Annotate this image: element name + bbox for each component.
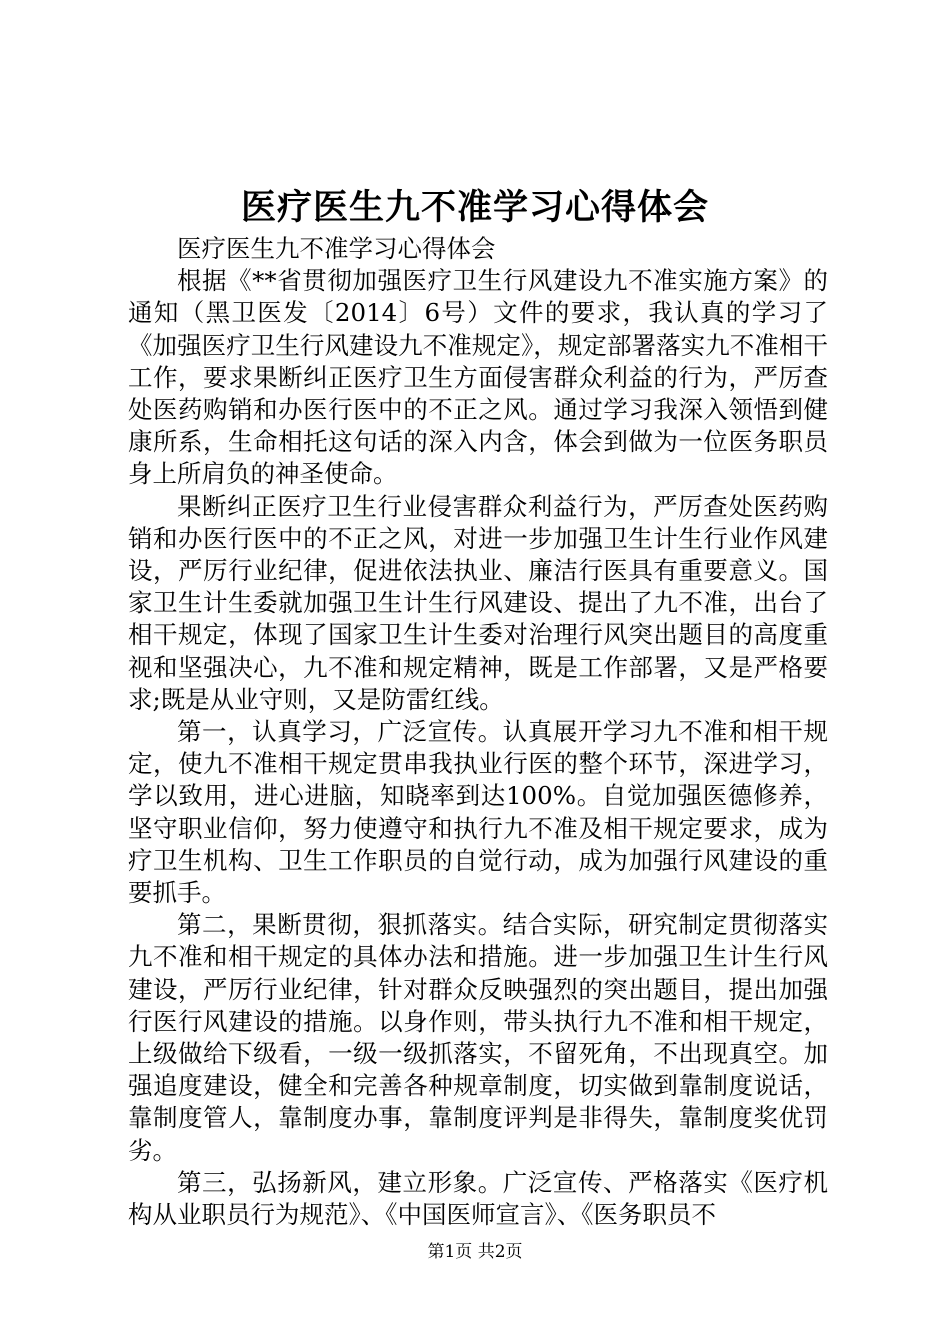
- page-number-footer: 第1页 共2页: [427, 1242, 523, 1262]
- paragraph-intro: 根据《**省贯彻加强医疗卫生行风建设九不准实施方案》的通知（黑卫医发〔2014〕6号）文件的要求，我认真的学习了《加强医疗卫生行风建设九不准规定》，规定部署落实九不准相干工作，要求果断纠正医疗卫生方面侵害群众利益的行为，严厉查处医药购销和办医行医中的不正之风。通过学习我深入领悟到健康所系，生命相托这句话的深入内含，体会到做为一位医务职员身上所肩负的神圣使命。: [128, 266, 828, 489]
- paragraph-significance: 果断纠正医疗卫生行业侵害群众利益行为，严厉查处医药购销和办医行医中的不正之风，对进一步加强卫生计生行业作风建设，严厉行业纪律，促进依法执业、廉洁行医具有重要意义。国家卫生计生委就加强卫生计生行风建设、提出了九不准，出台了相干规定，体现了国家卫生计生委对治理行风突出题目的高度重视和坚强决心，九不准和规定精神，既是工作部署，又是严格要求;既是从业守则，又是防雷红线。: [128, 491, 828, 714]
- paragraph-first-point: 第一，认真学习，广泛宣传。认真展开学习九不准和相干规定，使九不准相干规定贯串我执业行医的整个环节，深进学习，学以致用，进心进脑，知晓率到达100%。自觉加强医德修养，坚守职业信仰，努力使遵守和执行九不准及相干规定要求，成为疗卫生机构、卫生工作职员的自觉行动，成为加强行风建设的重要抓手。: [128, 717, 828, 908]
- document-body: [128, 233, 828, 1231]
- paragraph-heading-repeat: 医疗医生九不准学习心得体会: [177, 234, 496, 263]
- document-title: 医疗医生九不准学习心得体会: [240, 187, 709, 228]
- paragraph-third-point: 第三，弘扬新风，建立形象。广泛宣传、严格落实《医疗机构从业职员行为规范》、《中国医师宣言》、《医务职员不: [128, 1167, 828, 1230]
- paragraph-second-point: 第二，果断贯彻，狠抓落实。结合实际，研究制定贯彻落实九不准和相干规定的具体办法和措施。进一步加强卫生计生行风建设，严厉行业纪律，针对群众反映强烈的突出题目，提出加强行医行风建设的措施。以身作则，带头执行九不准和相干规定，上级做给下级看，一级一级抓落实，不留死角，不出现真空。加强追度建设，健全和完善各种规章制度，切实做到靠制度说话，靠制度管人，靠制度办事，靠制度评判是非得失，靠制度奖优罚劣。: [128, 910, 828, 1165]
